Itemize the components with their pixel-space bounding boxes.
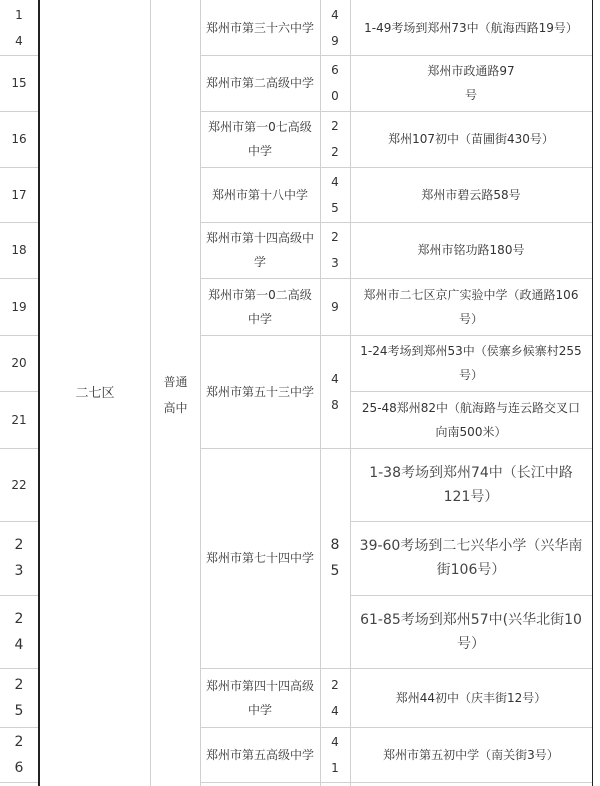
school-name: 郑州市第三十六中学 (206, 20, 315, 35)
exam-venue: 郑州市政通路97号 (427, 64, 515, 102)
row-number: 19 (11, 299, 27, 314)
exam-room-count: 45 (331, 174, 339, 215)
exam-venue: 郑州市碧云路58号 (421, 187, 521, 202)
exam-venue: 1-38考场到郑州74中（长江中路121号） (369, 464, 573, 505)
exam-room-count: 85 (330, 537, 340, 579)
exam-venue: 郑州市第五初中学（南关街3号） (383, 747, 559, 762)
exam-room-count: 49 (331, 7, 339, 48)
row-number: 22 (11, 477, 27, 492)
school-name: 郑州市第一0二高级中学 (208, 287, 312, 326)
exam-venue: 郑州市铭功路180号 (417, 243, 525, 257)
right-border (592, 0, 593, 786)
exam-venue: 郑州107初中（苗圃街430号） (388, 132, 554, 146)
exam-venue: 25-48郑州82中（航海路与连云路交叉口向南500米） (361, 400, 581, 439)
row-number: 24 (14, 610, 24, 653)
row-number: 16 (11, 132, 27, 146)
exam-room-count: 48 (331, 371, 339, 412)
exam-venue: 郑州市二七区京广实验中学（政通路106号） (363, 287, 579, 326)
row-number: 26 (14, 733, 24, 776)
school-name: 郑州市第五十三中学 (206, 384, 315, 399)
exam-venue: 1-24考场到郑州53中（侯寨乡候寨村255号） (360, 344, 582, 382)
exam-venue: 39-60考场到二七兴华小学（兴华南街106号） (359, 538, 583, 578)
school-name: 郑州市第二高级中学 (206, 76, 315, 90)
exam-venue: 61-85考场到郑州57中(兴华北街10号） (360, 611, 582, 652)
row-number: 17 (11, 187, 27, 202)
district-cell: 二七区 (75, 385, 115, 401)
row-number: 18 (11, 243, 27, 257)
exam-room-count: 22 (331, 119, 339, 159)
row-number: 20 (11, 356, 27, 370)
school-name: 郑州市第五高级中学 (206, 747, 315, 762)
row-number: 25 (14, 676, 24, 719)
school-name: 郑州市第十四高级中学 (206, 231, 315, 269)
exam-room-count: 41 (331, 734, 339, 775)
exam-room-count: 24 (331, 677, 339, 718)
row-number: 23 (14, 537, 24, 579)
exam-room-count: 23 (331, 230, 339, 270)
row-number: 15 (11, 76, 27, 90)
school-name: 郑州市第十八中学 (211, 187, 308, 202)
school-type-cell: 普通高中 (163, 375, 188, 415)
row-number: 14 (15, 7, 23, 48)
exam-room-count: 60 (331, 63, 339, 103)
school-name: 郑州市第四十四高级中学 (206, 678, 315, 717)
exam-venue: 1-49考场到郑州73中（航海西路19号） (364, 20, 578, 35)
row-number: 21 (11, 412, 27, 427)
school-name: 郑州市第一0七高级中学 (208, 120, 312, 158)
exam-room-count: 9 (331, 299, 339, 314)
exam-venue: 郑州44初中（庆丰街12号） (395, 690, 547, 705)
school-name: 郑州市第七十四中学 (206, 551, 315, 565)
